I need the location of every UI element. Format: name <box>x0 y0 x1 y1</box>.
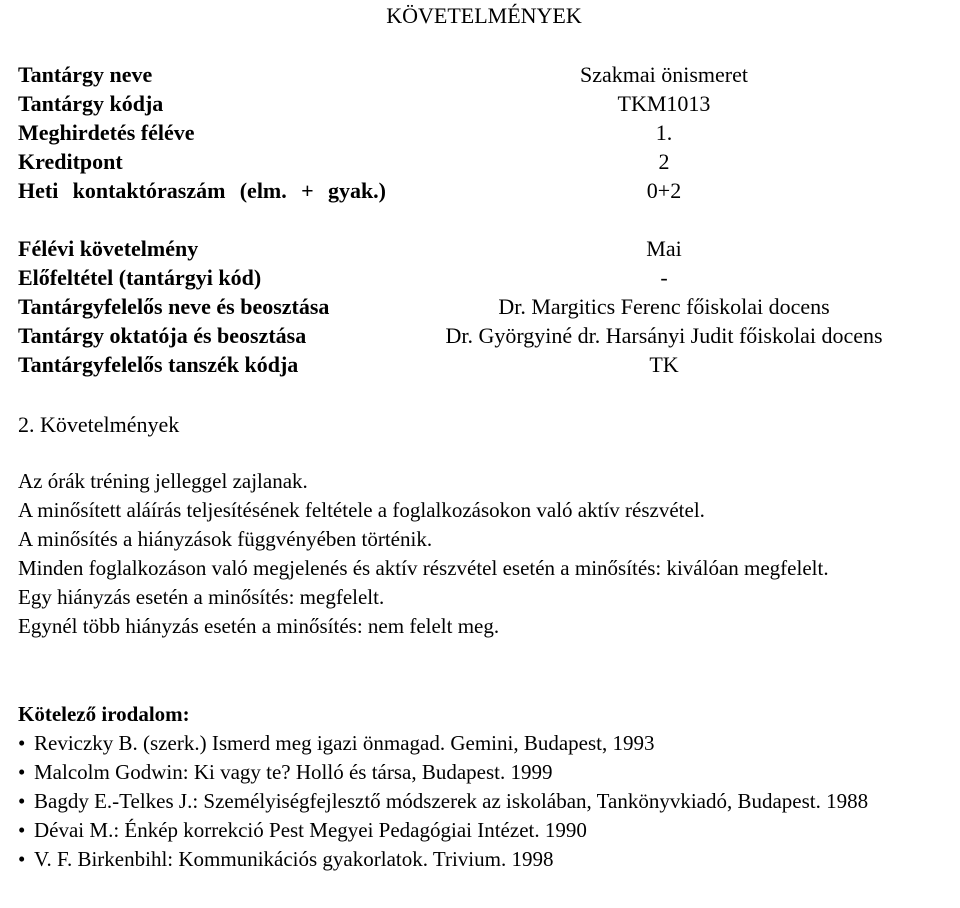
literature-heading: Kötelező irodalom: <box>18 702 190 726</box>
requirements-paragraph: A minősített aláírás teljesítésének feltétele a foglalkozásokon való aktív részvétel. <box>18 498 705 522</box>
info-row-semester <box>18 118 930 147</box>
info-row-department <box>18 350 930 379</box>
list-item <box>18 758 898 787</box>
requirements-paragraph: A minősítés a hiányzások függvényében történik. <box>18 527 433 551</box>
info-label: Heti kontaktóraszám (elm. + gyak.) <box>18 178 386 203</box>
requirements-paragraph: Egy hiányzás esetén a minősítés: megfelelt. <box>18 585 385 609</box>
info-row-credits <box>18 147 930 176</box>
bullet-icon: • <box>18 760 26 784</box>
info-label: Tantárgy oktatója és beosztása <box>18 323 307 348</box>
info-label: Előfeltétel (tantárgyi kód) <box>18 265 262 290</box>
info-value: 1. <box>655 120 673 145</box>
requirements-text <box>18 467 918 641</box>
literature-item-text: Dévai M.: Énkép korrekció Pest Megyei Pedagógiai Intézet. 1990 <box>34 818 587 842</box>
list-item <box>18 787 898 816</box>
info-row-responsible <box>18 292 930 321</box>
info-value: Dr. Margitics Ferenc főiskolai docens <box>498 294 830 319</box>
info-row-instructor <box>18 321 930 350</box>
requirements-paragraph: Minden foglalkozáson való megjelenés és aktív részvétel esetén a minősítés: kiválóan megfelelt. <box>18 556 829 580</box>
info-row-subject-name <box>18 60 930 89</box>
info-value: - <box>660 265 668 290</box>
requirements-paragraph: Egynél több hiányzás esetén a minősítés: nem felelt meg. <box>18 614 500 638</box>
info-value: Dr. Györgyiné dr. Harsányi Judit főiskolai docens <box>445 323 883 348</box>
info-value: 0+2 <box>646 178 682 203</box>
literature-item-text: Bagdy E.-Telkes J.: Személyiségfejlesztő módszerek az iskolában, Tankönyvkiadó, Budapest. 1988 <box>34 789 869 813</box>
info-label: Félévi követelmény <box>18 236 199 261</box>
info-value: Mai <box>646 236 682 261</box>
bullet-icon: • <box>18 789 26 813</box>
info-label: Tantárgyfelelős tanszék kódja <box>18 352 299 377</box>
bullet-icon: • <box>18 818 26 842</box>
info-row-contact-hours <box>18 176 930 234</box>
info-label: Tantárgy neve <box>18 62 153 87</box>
info-value: 2 <box>658 149 670 174</box>
list-item <box>18 845 898 874</box>
literature-item-text: Reviczky B. (szerk.) Ismerd meg igazi önmagad. Gemini, Budapest, 1993 <box>34 731 655 755</box>
info-label: Kreditpont <box>18 149 123 174</box>
page-title: KÖVETELMÉNYEK <box>386 3 582 28</box>
literature-item-text: V. F. Birkenbihl: Kommunikációs gyakorlatok. Trivium. 1998 <box>34 847 554 871</box>
info-value: TKM1013 <box>617 91 711 116</box>
list-item <box>18 729 898 758</box>
info-row-requirement <box>18 234 930 263</box>
info-row-prerequisite <box>18 263 930 292</box>
info-label: Tantárgy kódja <box>18 91 164 116</box>
bullet-icon: • <box>18 731 26 755</box>
bullet-icon: • <box>18 847 26 871</box>
info-value: TK <box>649 352 679 377</box>
course-info-table <box>18 60 930 379</box>
info-row-subject-code <box>18 89 930 118</box>
info-value: Szakmai önismeret <box>579 62 748 87</box>
requirements-paragraph: Az órák tréning jelleggel zajlanak. <box>18 469 308 493</box>
list-item <box>18 816 898 845</box>
info-label: Tantárgyfelelős neve és beosztása <box>18 294 330 319</box>
info-label: Meghirdetés féléve <box>18 120 195 145</box>
literature-list <box>18 729 898 874</box>
requirements-heading: 2. Követelmények <box>18 412 180 437</box>
literature-item-text: Malcolm Godwin: Ki vagy te? Holló és társa, Budapest. 1999 <box>34 760 553 784</box>
